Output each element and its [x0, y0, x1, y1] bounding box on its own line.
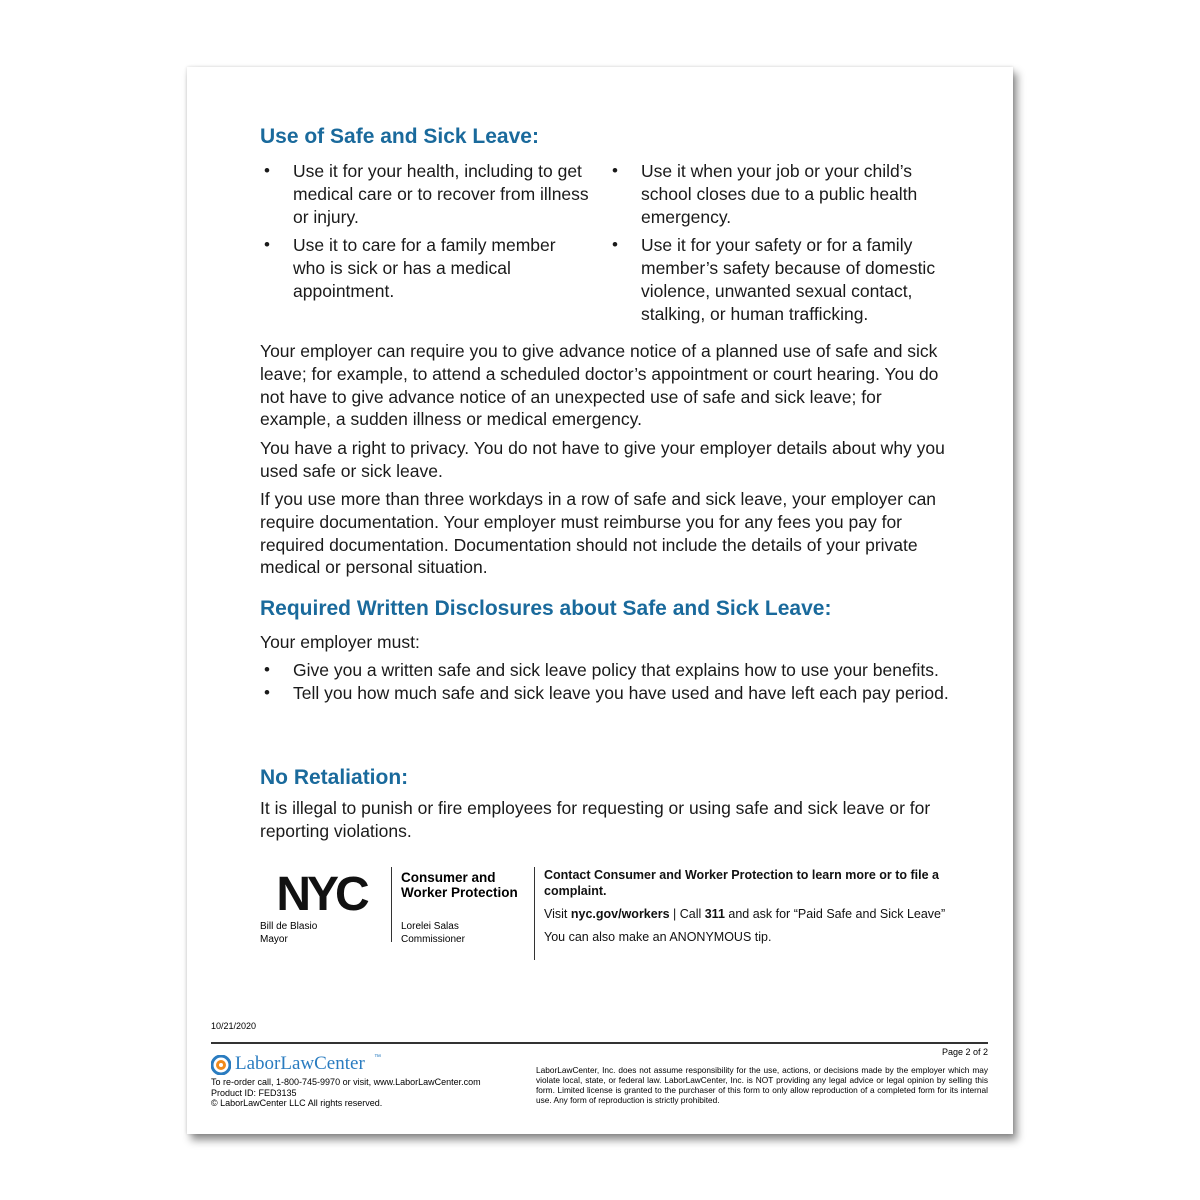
- heading-written-disclosures: Required Written Disclosures about Safe and Sick Leave:: [260, 597, 832, 620]
- legal-disclaimer: LaborLawCenter, Inc. does not assume responsibility for the use, actions, or decisions made by the employer which may violate local, state, or federal law. LaborLawCenter, Inc. is NOT providing any legal advice or legal opinion by selling this form. Limited license is granted to the purchaser of this form to only allow reproduction of a completed form for its internal use. Any form of reproduction is strictly prohibited.: [536, 1065, 988, 1105]
- anonymous-tip-line: You can also make an ANONYMOUS tip.: [544, 930, 772, 944]
- bullet-icon: •: [612, 235, 618, 255]
- bullet-icon: •: [264, 660, 270, 679]
- retaliation-paragraph: It is illegal to punish or fire employees for requesting or using safe and sick leave or for reporting violations.: [260, 798, 931, 841]
- divider: [391, 867, 392, 942]
- advance-notice-paragraph: Your employer can require you to give advance notice of a planned use of safe and sick leave; for example, to attend a scheduled doctor’s appointment or court hearing. You do not have to give advance notice of an unexpected use of safe and sick leave; for example, a sudden illness or medical emergency.: [260, 341, 939, 430]
- list-item: • Use it for your health, including to get medical care or to recover from illness or injury.: [264, 161, 589, 227]
- document-page: [187, 67, 1013, 1134]
- revision-date: 10/21/2020: [211, 1021, 257, 1031]
- agency-title: Consumer and Worker Protection: [401, 870, 518, 900]
- commissioner-credit: Lorelei Salas Commissioner: [401, 921, 465, 945]
- contact-divider: [534, 867, 535, 960]
- contact-visit-line: Visit nyc.gov/workers | Call 311 and ask for “Paid Safe and Sick Leave”: [544, 907, 946, 921]
- svg-text:NYC: NYC: [276, 871, 366, 914]
- bullet-icon: •: [612, 161, 618, 180]
- disclosures-intro: Your employer must:: [260, 632, 420, 652]
- page-number: Page 2 of 2: [941, 1047, 988, 1057]
- list-item: • Give you a written safe and sick leave policy that explains how to use your benefits.: [264, 660, 939, 680]
- contact-block: [544, 867, 954, 945]
- website-link[interactable]: nyc.gov/workers: [570, 907, 670, 921]
- left-bullet-column: [260, 160, 590, 309]
- phone-number: 311: [704, 907, 725, 921]
- list-item: • Use it for your safety or for a family member’s safety because of domestic violence, unwanted sexual contact, stalking, or human trafficking.: [612, 235, 936, 324]
- list-item: • Use it when your job or your child’s school closes due to a public health emergency.: [612, 161, 918, 227]
- reorder-info: To re-order call, 1-800-745-9970 or visit, www.LaborLawCenter.com Product ID: FED3135 © LaborLawCenter LLC All rights reserved.: [211, 1077, 481, 1108]
- footer-rule: [211, 1042, 988, 1044]
- target-logo-icon: [211, 1055, 231, 1075]
- privacy-paragraph: You have a right to privacy. You do not have to give your employer details about why you used safe or sick leave.: [260, 438, 945, 481]
- nyc-logo-icon: [260, 871, 382, 914]
- documentation-paragraph: If you use more than three workdays in a row of safe and sick leave, your employer can require documentation. Your employer must reimburse you for any fees you pay for required documentation. Documentation should not include the details of your private medical or personal situation.: [260, 489, 937, 578]
- contact-heading: Contact Consumer and Worker Protection to learn more or to file a complaint.: [544, 868, 939, 898]
- mayor-credit: Bill de Blasio Mayor: [260, 921, 318, 945]
- agency-logo-block: [260, 867, 540, 977]
- list-item: • Tell you how much safe and sick leave you have used and have left each pay period.: [264, 682, 949, 703]
- heading-use-of-leave: Use of Safe and Sick Leave:: [260, 125, 539, 148]
- list-item: • Use it to care for a family member who is sick or has a medical appointment.: [264, 235, 556, 301]
- laborlawcenter-logo: LaborLawCenter ™: [211, 1054, 401, 1076]
- bullet-icon: •: [264, 682, 270, 702]
- right-bullet-column: [608, 160, 953, 332]
- heading-no-retaliation: No Retaliation:: [260, 766, 409, 789]
- disclosures-list: [260, 659, 950, 705]
- bullet-icon: •: [264, 161, 270, 180]
- bullet-icon: •: [264, 235, 270, 255]
